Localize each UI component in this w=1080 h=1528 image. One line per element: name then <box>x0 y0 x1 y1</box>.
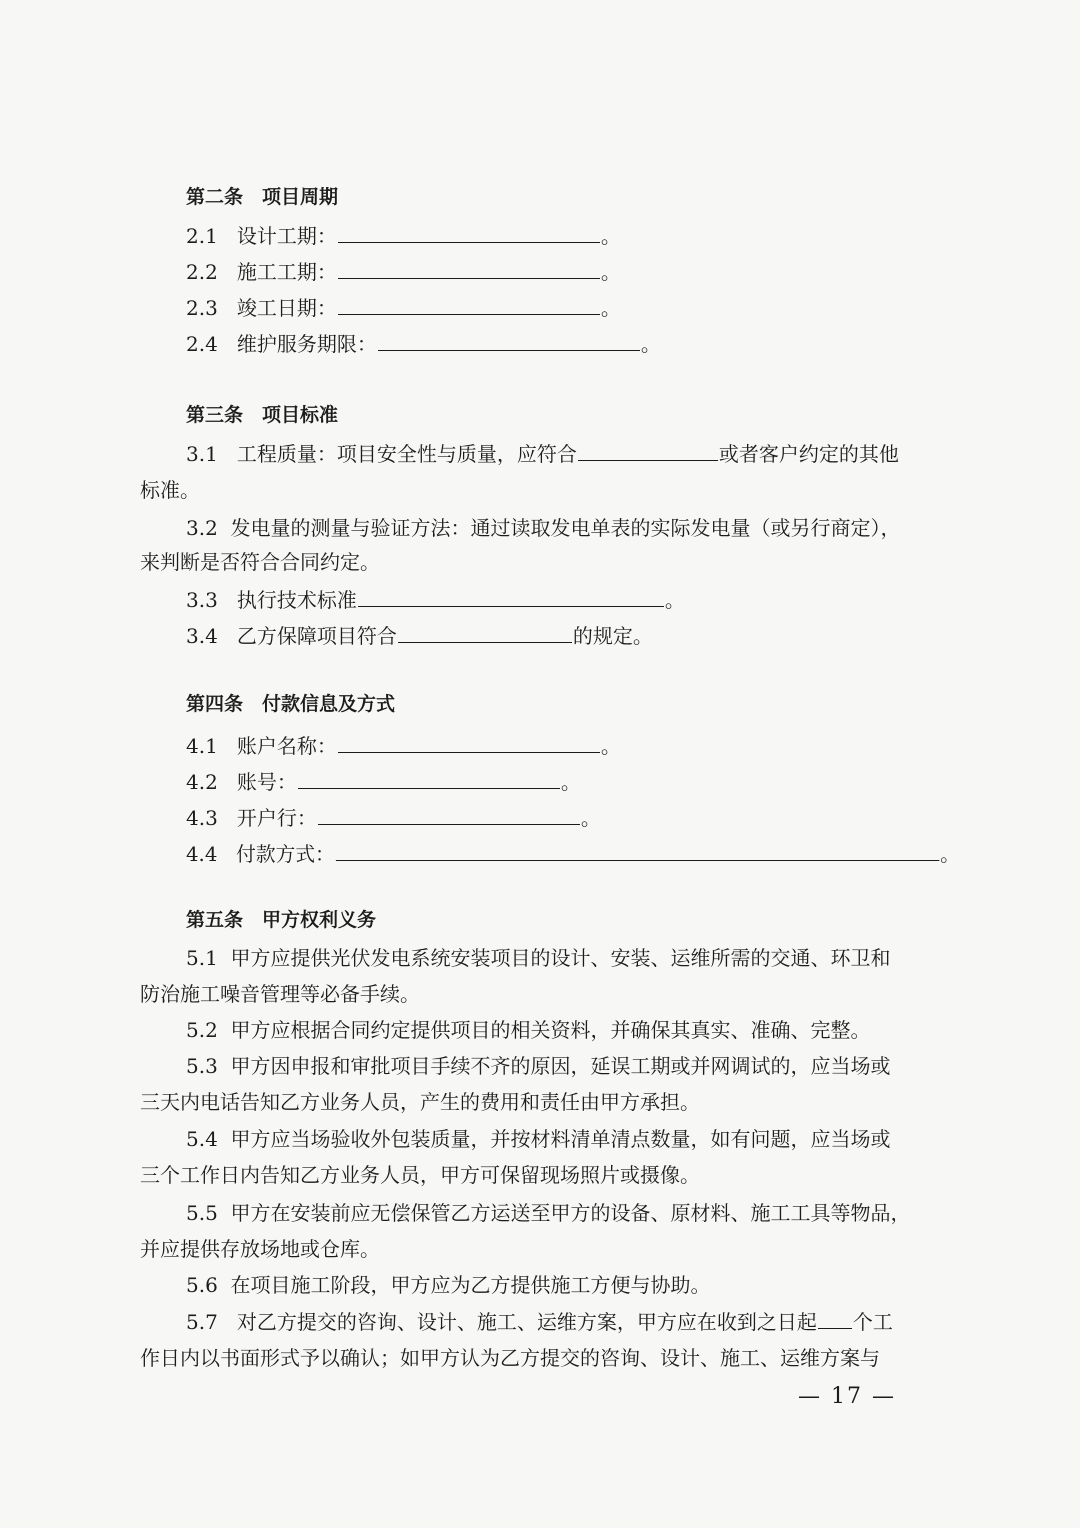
clause-number: 3.1 <box>186 442 218 466</box>
clause-4-3: 4.3 开户行： 。 <box>186 806 601 830</box>
clause-5-5-continued: 并应提供存放场地或仓库。 <box>140 1237 380 1261</box>
article-5-heading: 第五条 甲方权利义务 <box>186 909 377 931</box>
clause-4-2: 4.2 账号： 。 <box>186 770 581 794</box>
clause-3-1-continued: 标准。 <box>140 478 200 502</box>
clause-number: 4.1 <box>186 734 218 758</box>
clause-number: 5.6 <box>186 1273 218 1297</box>
clause-5-7-continued: 作日内以书面形式予以确认；如甲方认为乙方提交的咨询、设计、施工、运维方案与 <box>140 1346 880 1370</box>
clause-number: 5.3 <box>186 1054 218 1078</box>
clause-5-1: 5.1 甲方应提供光伏发电系统安装项目的设计、安装、运维所需的交通、环卫和 <box>186 946 891 970</box>
clause-5-7: 5.7 对乙方提交的咨询、设计、施工、运维方案，甲方应在收到之日起 个工 <box>186 1310 893 1334</box>
clause-number: 5.5 <box>186 1201 218 1225</box>
clause-4-1: 4.1 账户名称： 。 <box>186 734 621 758</box>
clause-2-2: 2.2 施工工期： 。 <box>186 260 621 284</box>
clause-number: 4.3 <box>186 806 218 830</box>
clause-5-2: 5.2 甲方应根据合同约定提供项目的相关资料，并确保其真实、准确、完整。 <box>186 1018 871 1042</box>
article-4-heading: 第四条 付款信息及方式 <box>186 693 396 715</box>
clause-4-4: 4.4 付款方式： 。 <box>186 842 960 866</box>
clause-number: 5.4 <box>186 1127 218 1151</box>
fill-in-blank[interactable] <box>578 443 718 461</box>
clause-label: 设计工期： <box>236 224 337 248</box>
clause-5-3-continued: 三天内电话告知乙方业务人员，产生的费用和责任由甲方承担。 <box>140 1090 700 1114</box>
clause-number: 2.2 <box>186 260 218 284</box>
clause-number: 3.3 <box>186 588 218 612</box>
fill-in-blank[interactable] <box>358 589 664 607</box>
clause-number: 3.4 <box>186 624 218 648</box>
fill-in-blank[interactable] <box>298 771 560 789</box>
clause-5-3: 5.3 甲方因申报和审批项目手续不齐的原因，延误工期或并网调试的，应当场或 <box>186 1054 891 1078</box>
clause-3-2-continued: 来判断是否符合合同约定。 <box>140 550 380 574</box>
fill-in-blank[interactable] <box>318 807 580 825</box>
fill-in-blank[interactable] <box>336 843 939 861</box>
fill-in-blank[interactable] <box>378 333 640 351</box>
clause-number: 2.4 <box>186 332 218 356</box>
fill-in-blank[interactable] <box>398 625 572 643</box>
fill-in-blank[interactable] <box>338 297 600 315</box>
clause-number: 4.2 <box>186 770 218 794</box>
clause-3-1: 3.1 工程质量：项目安全性与质量，应符合 或者客户约定的其他 <box>186 442 899 466</box>
clause-3-3: 3.3 执行技术标准 。 <box>186 588 685 612</box>
article-3-heading: 第三条 项目标准 <box>186 404 339 426</box>
clause-5-1-continued: 防治施工噪音管理等必备手续。 <box>140 982 420 1006</box>
clause-5-4-continued: 三个工作日内告知乙方业务人员，甲方可保留现场照片或摄像。 <box>140 1163 700 1187</box>
clause-number: 2.1 <box>186 224 218 248</box>
clause-label: 维护服务期限： <box>236 332 377 356</box>
article-2-heading: 第二条 项目周期 <box>186 186 339 208</box>
clause-3-2: 3.2 发电量的测量与验证方法：通过读取发电单表的实际发电量（或另行商定）， <box>186 516 901 540</box>
fill-in-blank[interactable] <box>338 225 600 243</box>
clause-5-4: 5.4 甲方应当场验收外包装质量，并按材料清单清点数量，如有问题，应当场或 <box>186 1127 891 1151</box>
clause-number: 5.7 <box>186 1310 218 1334</box>
clause-5-6: 5.6 在项目施工阶段，甲方应为乙方提供施工方便与协助。 <box>186 1273 711 1297</box>
clause-number: 2.3 <box>186 296 218 320</box>
fill-in-blank[interactable] <box>338 261 600 279</box>
clause-2-4: 2.4 维护服务期限： 。 <box>186 332 661 356</box>
page-number: — 17 — <box>798 1384 896 1409</box>
clause-5-5: 5.5 甲方在安装前应无偿保管乙方运送至甲方的设备、原材料、施工工具等物品， <box>186 1201 911 1225</box>
clause-3-4: 3.4 乙方保障项目符合 的规定。 <box>186 624 653 648</box>
clause-label: 施工工期： <box>236 260 337 284</box>
clause-number: 5.1 <box>186 946 218 970</box>
clause-number: 3.2 <box>186 516 218 540</box>
clause-number: 4.4 <box>186 842 218 866</box>
clause-number: 5.2 <box>186 1018 218 1042</box>
clause-2-3: 2.3 竣工日期： 。 <box>186 296 621 320</box>
clause-2-1: 2.1 设计工期： 。 <box>186 224 621 248</box>
fill-in-blank[interactable] <box>338 735 600 753</box>
fill-in-blank[interactable] <box>818 1311 852 1329</box>
clause-label: 竣工日期： <box>236 296 337 320</box>
